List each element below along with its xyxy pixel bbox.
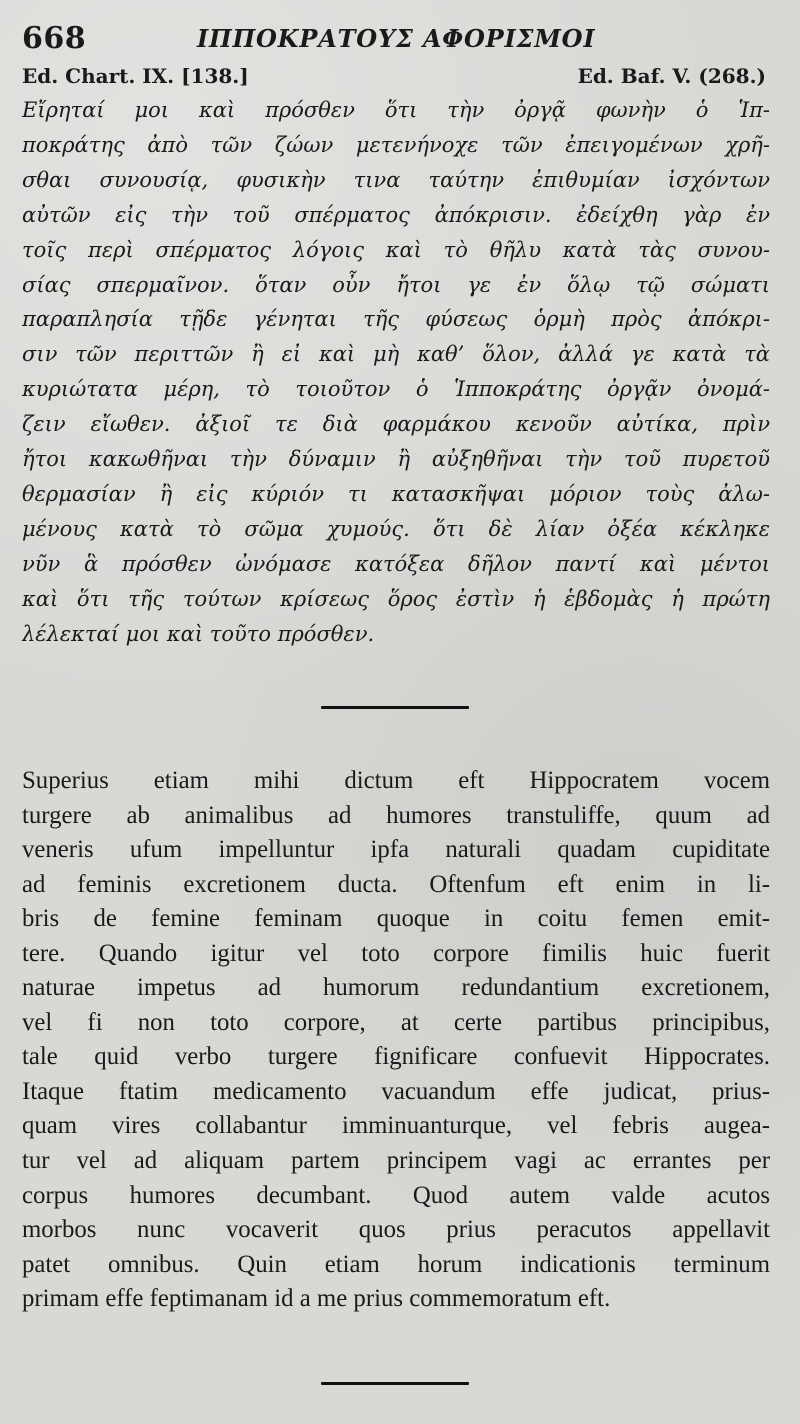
running-title: ΙΠΠΟΚΡΑΤΟΥΣ ΑΦΟΡΙΣΜΟΙ — [197, 24, 596, 53]
greek-line: ζειν εἴωθεν. ἀξιοῖ τε διὰ φαρμάκου κενοῦν αὐτίκα, πρὶν — [22, 412, 770, 437]
latin-line: patet omnibus. Quin etiam horum indicationis terminum — [22, 1250, 770, 1278]
greek-line: παραπλησία τῇδε γένηται τῆς φύσεως ὁρμὴ πρὸς ἀπόκρι- — [22, 307, 770, 332]
latin-line: tale quid verbo turgere fignificare confuevit Hippocrates. — [22, 1043, 770, 1071]
latin-line: quam vires collabantur imminuanturque, vel febris augea- — [22, 1112, 770, 1140]
greek-line: σίας σπερμαῖνον. ὅταν οὖν ἤτοι γε ἐν ὅλῳ τῷ σώματι — [22, 272, 770, 297]
section-divider-bottom — [321, 1382, 469, 1385]
edition-reference-left: Ed. Chart. IX. [138.] — [22, 64, 249, 88]
greek-line: ποκράτης ἀπὸ τῶν ζώων μετενήνοχε τῶν ἐπειγομένων χρῆ- — [22, 132, 770, 157]
latin-line: tur vel ad aliquam partem principem vagi ac errantes per — [22, 1147, 770, 1175]
greek-line: τοῖς περὶ σπέρματος λόγοις καὶ τὸ θῆλυ κατὰ τὰς συνου- — [22, 237, 770, 262]
edition-reference-line — [22, 63, 766, 89]
page-header — [22, 18, 778, 60]
latin-line: vel fi non toto corpore, at certe partibus principibus, — [22, 1008, 770, 1036]
greek-commentary — [22, 93, 770, 652]
greek-line: μένους κατὰ τὸ σῶμα χυμούς. ὅτι δὲ λίαν ὀξέα κέκληκε — [22, 516, 770, 541]
latin-line: corpus humores decumbant. Quod autem valde acutos — [22, 1181, 770, 1209]
greek-line: θερμασίαν ἢ εἰς κύριόν τι κατασκῆψαι μόριον τοὺς ἀλω- — [22, 481, 770, 506]
greek-line: Εἴρηταί μοι καὶ πρόσθεν ὅτι τὴν ὀργᾷ φωνὴν ὁ Ἱπ- — [22, 98, 770, 122]
greek-line: νῦν ἃ πρόσθεν ὠνόμασε κατόξεα δῆλον παντί καὶ μέντοι — [22, 551, 770, 576]
greek-line-last: λέλεκταί μοι καὶ τοῦτο πρόσθεν. — [22, 621, 375, 646]
latin-line: veneris ufum impelluntur ipfa naturali quadam cupiditate — [22, 836, 770, 864]
greek-line: καὶ ὅτι τῆς τούτων κρίσεως ὅρος ἐστὶν ἡ ἑβδομὰς ἡ πρώτη — [22, 586, 770, 611]
latin-line: Itaque ftatim medicamento vacuandum effe judicat, prius- — [22, 1077, 770, 1105]
greek-line: αὐτῶν εἰς τὴν τοῦ σπέρματος ἀπόκρισιν. ἐδείχθη γὰρ ἐν — [22, 202, 770, 227]
page-number: 668 — [22, 21, 87, 56]
greek-line: σιν τῶν περιττῶν ἢ εἰ καὶ μὴ καθ’ ὅλον, ἀλλά γε κατὰ τὰ — [22, 342, 770, 367]
latin-line: morbos nunc vocaverit quos prius peracutos appellavit — [22, 1216, 770, 1244]
edition-reference-right: Ed. Baf. V. (268.) — [577, 64, 766, 88]
latin-commentary — [22, 764, 770, 1317]
latin-line: bris de femine feminam quoque in coitu femen emit- — [22, 905, 770, 933]
latin-line: ad feminis excretionem ducta. Oftenfum eft enim in li- — [22, 870, 770, 898]
latin-line-last: primam effe feptimanam id a me prius commemoratum eft. — [22, 1285, 611, 1313]
greek-line: ἤτοι κακωθῆναι τὴν δύναμιν ἢ αὐξηθῆναι τὴν τοῦ πυρετοῦ — [22, 447, 770, 472]
greek-line: κυριώτατα μέρη, τὸ τοιοῦτον ὁ Ἱπποκράτης ὀργᾷν ὀνομά- — [22, 377, 770, 402]
greek-line: σθαι συνουσίᾳ, φυσικὴν τινα ταύτην ἐπιθυμίαν ἰσχόντων — [22, 167, 770, 192]
latin-line: naturae impetus ad humorum redundantium excretionem, — [22, 974, 770, 1002]
latin-line: Superius etiam mihi dictum eft Hippocratem vocem — [22, 767, 770, 794]
section-divider-top — [321, 706, 469, 709]
latin-line: tere. Quando igitur vel toto corpore fimilis huic fuerit — [22, 939, 770, 967]
latin-line: turgere ab animalibus ad humores transtuliffe, quum ad — [22, 801, 770, 829]
